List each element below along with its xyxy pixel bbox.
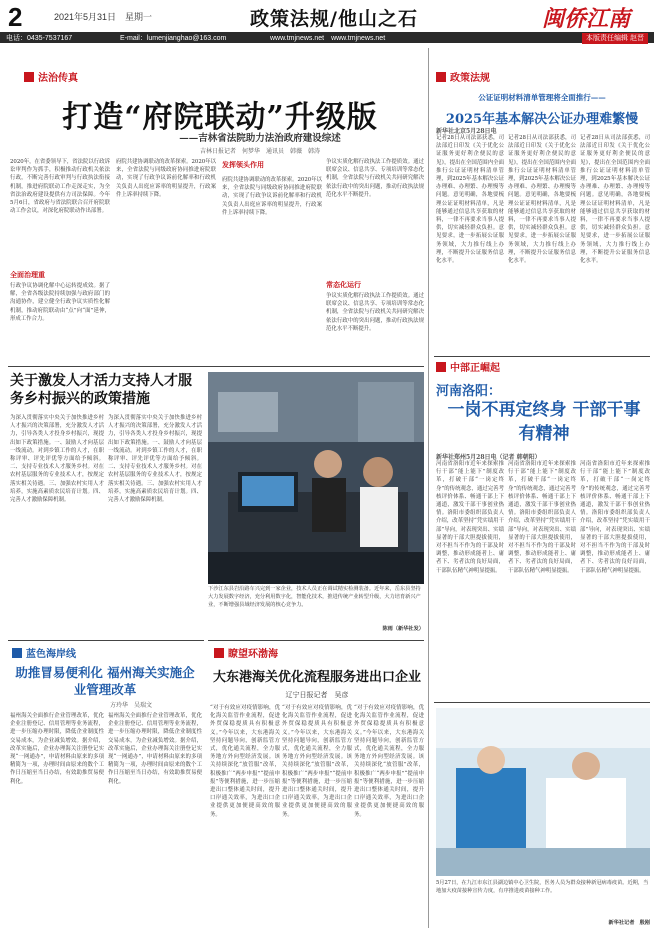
section-tag-coast: 蓝色海岸线	[12, 648, 76, 662]
notary-headline: 2025年基本解决公证办理难繁慢	[445, 112, 639, 127]
vaccine-photo-illustration	[436, 708, 650, 876]
rule-5	[434, 702, 650, 703]
page-number: 2	[8, 2, 23, 32]
tag-square-icon	[12, 648, 22, 658]
cadre-body-3: 河南省洛阳市近年来探索推行干部“能上能下”制度改革，打破干部“一岗定终身”的传统观念，通过完善考核评价体系、畅通干部上下通道，激发干部干事创业热情。洛阳市委组织部负责人介绍，改革坚持“凭实绩用干部”导向，对表现突出、实绩显著的干部大胆提拔使用，对不担当不作为的干部及时调整，推动形成能者上、庸者下、劣者汰的良好局面，干部队伍精气神明显提振。	[580, 461, 650, 574]
main-body-col2: 府院共建协调联动的改革探索。2020年以来，全省法院与同级政府协同推进府院联动，实现了行政争议诉前化解率和行政机关负责人出庭应诉率的明显提升，行政案件上诉率持续下降。	[116, 159, 216, 198]
cadre-body-1: 河南省洛阳市近年来探索推行干部“能上能下”制度改革，打破干部“一岗定终身”的传统观念，通过完善考核评价体系、畅通干部上下通道，激发干部干事创业热情。洛阳市委组织部负责人介绍，改革坚持“凭实绩用干部”导向，对表现突出、实绩显著的干部大胆提拔使用，对不担当不作为的干部及时调整，推动形成能者上、庸者下、劣者汰的良好局面，干部队伍精气神明显提振。	[436, 461, 504, 574]
tag-square-icon	[24, 72, 34, 82]
main-body-col4b: 争议实质化解行政执法工作提质效。通过联席会议、信息共享、专项培训等常态化机制，全省法院与行政机关共同研究解决依法行政中的突出问题，推动行政执法规范化水平不断提升。	[326, 293, 424, 332]
section-tag-fazhi: 法治传真	[24, 72, 78, 86]
main-body-2: 行政争议协调化解中心运转提成效。据了解，全省各级法院持续加强与政府部门的沟通协作，建立健全行政争议实质性化解机制，推动府院联动由“点”向“面”延伸，形成工作合力。	[10, 283, 110, 322]
main-body-1: 2020年，在省委领导下，省法院以行政诉讼审判作为抓手，积极推动行政机关依法行政，不断完善行政审判与行政执法衔接机制，推进府院联动工作走深走实，为全省法治政府建设提供有力司法保障。今年5月6日，省政府与省法院联合召开府院联动工作会议，对深化府院联动作出部署。	[10, 159, 110, 215]
newspaper-logo: 闽侨江南	[542, 6, 631, 32]
email: E-mail：lumenjianghao@163.com	[120, 35, 227, 42]
policy-headline: 关于激发人才活力支持人才服务乡村振兴的政策措施	[10, 373, 192, 407]
cadre-headline: 一岗不再定终身 干部干事有精神	[447, 400, 641, 444]
notary-kicker: 公证证明材料清单管理将全面推行——	[478, 93, 606, 102]
port-headline: 助推冒易便利化 福州海关实施企业管理改革	[15, 665, 195, 697]
phone: 电话：0435-7537167	[6, 35, 73, 42]
rule-1	[8, 366, 424, 367]
tag-square-icon	[436, 72, 446, 82]
factory-photo	[208, 372, 424, 584]
cadre-kicker: 河南洛阳：	[436, 384, 502, 399]
main-subhead: ——吉林省法院助力法治政府建设综述	[179, 133, 341, 144]
factory-photo-illustration	[208, 372, 424, 584]
notary-byline: 新华社北京5月28日电	[436, 128, 497, 135]
notary-body-1: 记者28日从司法部获悉，司法部近日印发《关于优化公证服务更好利企便民的意见》，提出在全国范围内全面推行公证证明材料清单管理，到2025年基本解决公证办理难、办理繁、办理慢等问题。意见明确，各地要梳理公证证明材料清单，凡是能够通过信息共享获取的材料，一律不再要求当事人提供，切实减轻群众负担。意见要求，进一步拓展公证服务领域，大力推行线上办理，不断提升公证服务信息化水平。	[436, 135, 504, 265]
section-tag-policy: 政策法规	[436, 72, 490, 86]
vaccine-caption: 5月27日，在九江市东江县湖边镇中心卫生院，医务人员为群众接种新冠病毒疫苗。近期，当地加大疫苗接种宣传力度，有序推进疫苗接种工作。	[436, 880, 649, 894]
port-body-1: 福州海关全面推行企业管理改革，优化企业注册登记、信用管理等业务流程，进一步压缩办理时限，降低企业制度性交易成本，为企业减负增效。据介绍，改革实施后，企业办理海关注册登记实现“一网通办”，申请材料由原来的多项精简为一项，办理时间由原来的数个工作日压缩至当日办结，有效助推贸易便利化。	[10, 713, 104, 785]
dalian-headline: 大东港海关优化流程服务进出口企业	[212, 670, 421, 685]
section-title: 政策法规/他山之石	[250, 8, 418, 30]
tag-square-icon	[436, 362, 446, 372]
section-tag-central: 中部正崛起	[436, 362, 500, 376]
vaccine-photo	[436, 708, 650, 876]
port-body-2: 福州海关全面推行企业管理改革，优化企业注册登记、信用管理等业务流程，进一步压缩办理时限，降低企业制度性交易成本，为企业减负增效。据介绍，改革实施后，企业办理海关注册登记实现“一网通办”，申请材料由原来的多项精简为一项，办理时间由原来的数个工作日压缩至当日办结，有效助推贸易便利化。	[108, 713, 202, 785]
photo-caption: 下沙江东县岩沿路车兴完到一家企业，技术人员正在调试精实检测装备。近年来，岳东县坚持大力发展数字经济，充分利用数字化，智能化技术，推进传统产业转型升级，大力培育新兴产业，不断增强县域经济发展的核心竞争力。	[208, 586, 421, 608]
dalian-body-1: “对于有效应对疫情影响，优化海关监管作业流程，促进外贸保稳提质具有积极意义。”今年以来，大东港海关坚持问题导向，创新监管方式，优化通关流程，全力服务地方外向型经济发展。该关持续深化“放管服”改革，积极推广“两步申报”“提前申报”等便利措施，进一步压缩进出口整体通关时间，提升口岸通关效率，为进出口企业提供更加便捷高效的服务。	[210, 705, 280, 818]
policy-body-1: 为深入贯彻落实中央关于加快推进乡村人才振兴的决策部署，充分激发人才活力，引导各类人才投身乡村振兴，现提出如下政策措施。一、鼓励人才向基层一线流动。对到乡镇工作的人才，在职称评审、评先评优等方面给予倾斜。二、支持专业技术人才服务乡村。对在农村基层服务的专业技术人才，按规定落实相关待遇。三、加强农村实用人才培养，实施高素质农民培育计划。四、完善人才激励保障机制。	[10, 415, 104, 504]
rule-3	[208, 640, 424, 641]
notary-body-3: 记者28日从司法部获悉，司法部近日印发《关于优化公证服务更好利企便民的意见》，提出在全国范围内全面推行公证证明材料清单管理，到2025年基本解决公证办理难、办理繁、办理慢等问题。意见明确，各地要梳理公证证明材料清单，凡是能够通过信息共享获取的材料，一律不再要求当事人提供，切实减轻群众负担。意见要求，进一步拓展公证服务领域，大力推行线上办理，不断提升公证服务信息化水平。	[580, 135, 650, 265]
main-body-col3: 府院共建协调联动的改革探索。2020年以来，全省法院与同级政府协同推进府院联动，实现了行政争议诉前化解率和行政机关负责人出庭应诉率的明显提升，行政案件上诉率持续下降。	[222, 177, 322, 216]
vaccine-credit: 新华社记者 殷刚	[608, 920, 650, 926]
cadre-byline: 新华社郑州5月28日电（记者 韩朝阳）	[436, 454, 541, 461]
main-sub-1: 全面治理重	[10, 270, 45, 279]
notary-body-2: 记者28日从司法部获悉，司法部近日印发《关于优化公证服务更好利企便民的意见》，提出在全国范围内全面推行公证证明材料清单管理，到2025年基本解决公证办理难、办理繁、办理慢等问题。意见明确，各地要梳理公证证明材料清单，凡是能够通过信息共享获取的材料，一律不再要求当事人提供，切实减轻群众负担。意见要求，进一步拓展公证服务领域，大力推行线上办理，不断提升公证服务信息化水平。	[508, 135, 576, 265]
tag-square-icon	[214, 648, 224, 658]
website: www.tmjnews.net www.tmjnews.net	[270, 35, 386, 42]
issue-date: 2021年5月31日 星期一	[54, 12, 153, 22]
dalian-body-3: “对于有效应对疫情影响，优化海关监管作业流程，促进外贸保稳提质具有积极意义。”今年以来，大东港海关坚持问题导向，创新监管方式，优化通关流程，全力服务地方外向型经济发展。该关持续深化“放管服”改革，积极推广“两步申报”“提前申报”等便利措施，进一步压缩进出口整体通关时间，提升口岸通关效率，为进出口企业提供更加便捷高效的服务。	[354, 705, 424, 818]
dalian-byline: 辽宁日报记者 吴彦	[285, 691, 349, 699]
section-tag-bohai: 瞭望环渤海	[214, 648, 278, 662]
main-sub-2: 发挥领头作用	[222, 160, 264, 169]
column-divider	[428, 48, 429, 928]
rule-2	[8, 640, 204, 641]
main-sub-3: 常态化运行	[326, 280, 361, 289]
cadre-body-2: 河南省洛阳市近年来探索推行干部“能上能下”制度改革，打破干部“一岗定终身”的传统观念，通过完善考核评价体系、畅通干部上下通道，激发干部干事创业热情。洛阳市委组织部负责人介绍，改革坚持“凭实绩用干部”导向，对表现突出、实绩显著的干部大胆提拔使用，对不担当不作为的干部及时调整，推动形成能者上、庸者下、劣者汰的良好局面，干部队伍精气神明显提振。	[508, 461, 576, 574]
main-byline: 吉林日报记者 何梦华 通讯员 韩薇 韩涛	[200, 148, 321, 155]
main-body-col4: 争议实质化解行政执法工作提质效。通过联席会议、信息共享、专项培训等常态化机制，全省法院与行政机关共同研究解决依法行政中的突出问题，推动行政执法规范化水平不断提升。	[326, 159, 424, 198]
policy-body-2: 为深入贯彻落实中央关于加快推进乡村人才振兴的决策部署，充分激发人才活力，引导各类人才投身乡村振兴，现提出如下政策措施。一、鼓励人才向基层一线流动。对到乡镇工作的人才，在职称评审、评先评优等方面给予倾斜。二、支持专业技术人才服务乡村。对在农村基层服务的专业技术人才，按规定落实相关待遇。三、加强农村实用人才培养，实施高素质农民培育计划。四、完善人才激励保障机制。	[108, 415, 202, 504]
main-headline: 打造“府院联动”升级版	[62, 100, 378, 135]
photo-credit: 陈雨（新华社发）	[382, 626, 424, 632]
port-byline: 方玲华 吴瑞文	[110, 702, 153, 709]
contact-bar	[0, 32, 654, 43]
dalian-body-2: “对于有效应对疫情影响，优化海关监管作业流程，促进外贸保稳提质具有积极意义。”今年以来，大东港海关坚持问题导向，创新监管方式，优化通关流程，全力服务地方外向型经济发展。该关持续深化“放管服”改革，积极推广“两步申报”“提前申报”等便利措施，进一步压缩进出口整体通关时间，提升口岸通关效率，为进出口企业提供更加便捷高效的服务。	[282, 705, 352, 818]
editor-credit: 本版责任编辑 赵晋	[582, 33, 648, 44]
rule-4	[434, 356, 650, 357]
